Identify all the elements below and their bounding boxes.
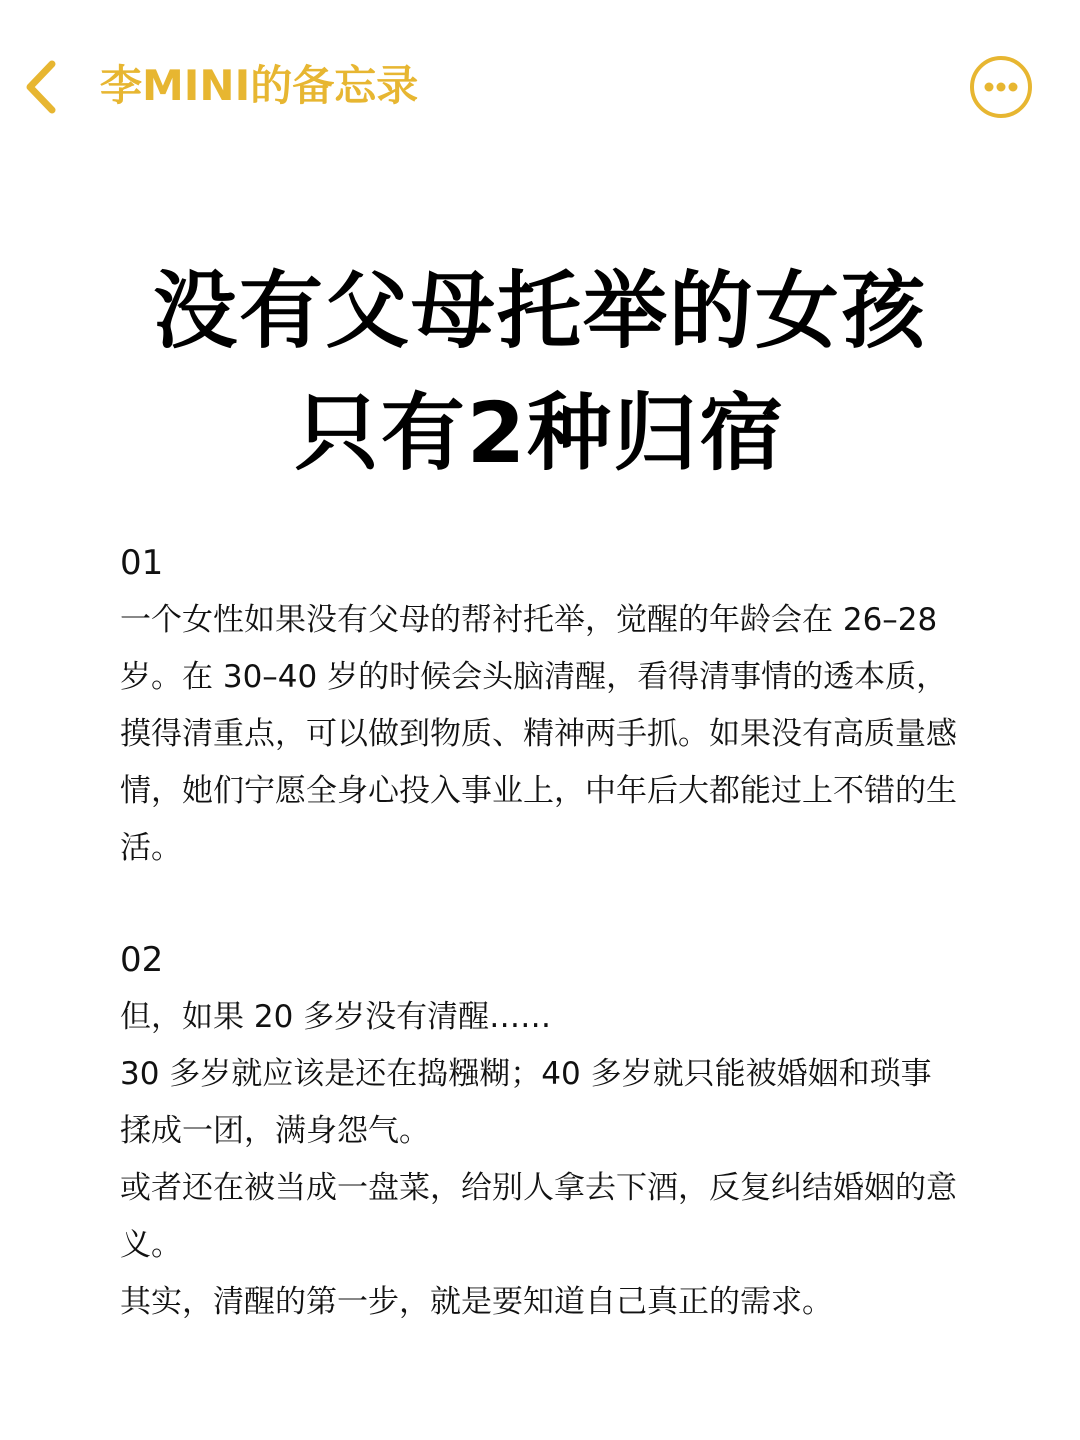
more-horizontal-icon xyxy=(974,60,1028,114)
section-paragraph: 但，如果 20 多岁没有清醒…… xyxy=(120,999,552,1035)
section-paragraph: 一个女性如果没有父母的帮衬托举，觉醒的年龄会在 26–28 岁。在 30–40 岁的时候会头脑清醒，看得清事情的透本质，摸得清重点，可以做到物质、精神两手抓。如果没有高质量感情，她们宁愿全身心投入事业上，中年后大都能过上不错的生活。 xyxy=(120,602,957,866)
back-button[interactable] xyxy=(16,52,78,122)
headline xyxy=(0,250,1080,494)
section-number: 02 xyxy=(120,940,164,980)
section-paragraph: 其实，清醒的第一步，就是要知道自己真正的需求。 xyxy=(120,1284,833,1320)
section-01 xyxy=(120,535,960,877)
more-options-button[interactable] xyxy=(970,56,1032,118)
headline-line-1: 没有父母托举的女孩 xyxy=(152,262,927,360)
section-paragraph: 30 多岁就应该是还在捣糨糊；40 多岁就只能被婚姻和琐事揉成一团，满身怨气。 xyxy=(120,1056,932,1149)
navigation-bar xyxy=(0,0,1080,175)
chevron-left-icon xyxy=(16,52,78,122)
section-number: 01 xyxy=(120,543,164,583)
nav-title: 李MINI的备忘录 xyxy=(100,61,419,110)
section-paragraph: 或者还在被当成一盘菜，给别人拿去下酒，反复纠结婚姻的意义。 xyxy=(120,1170,957,1263)
section-02 xyxy=(120,932,960,1331)
headline-line-2: 只有2种归宿 xyxy=(294,384,786,482)
